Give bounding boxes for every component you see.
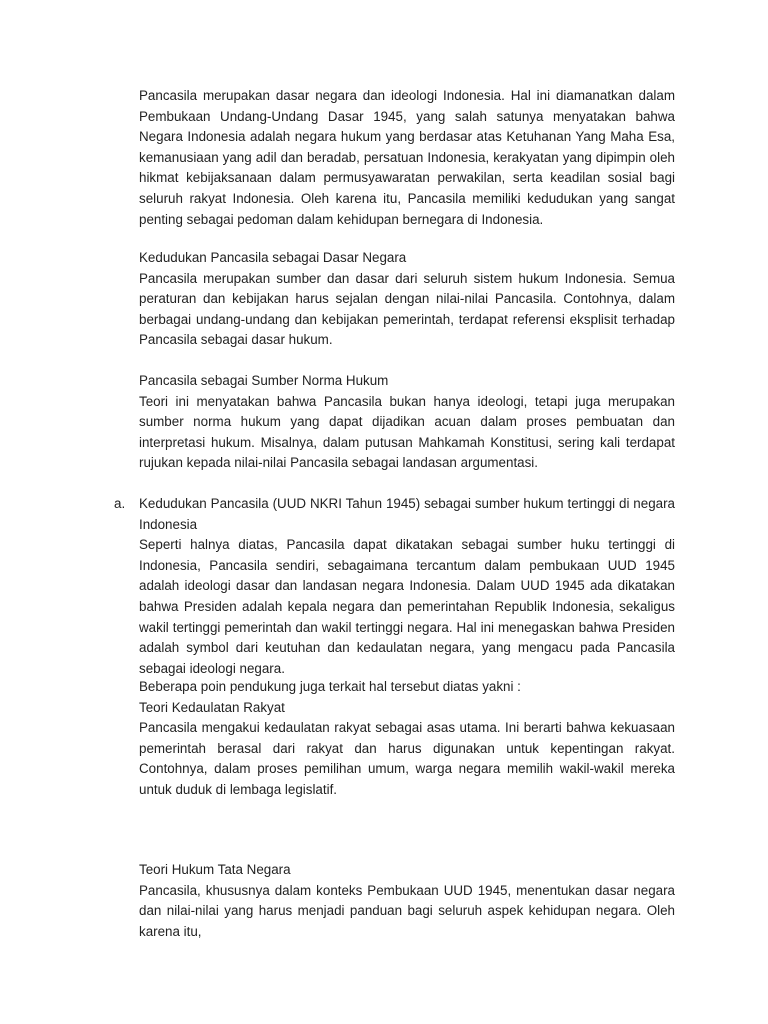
section-paragraph: Pancasila, khususnya dalam konteks Pembukaan UUD 1945, menentukan dasar negara dan nilai-nilai yang harus menjadi panduan bagi seluruh aspek kehidupan negara. Oleh karena itu, bbox=[139, 882, 675, 939]
section-heading: Teori Kedaulatan Rakyat bbox=[139, 699, 285, 715]
section-hukum-tata-negara bbox=[139, 860, 675, 942]
section-heading: Kedudukan Pancasila sebagai Dasar Negara bbox=[139, 250, 407, 265]
list-item-a bbox=[139, 494, 675, 679]
section-paragraph: Pancasila merupakan sumber dan dasar dari seluruh sistem hukum Indonesia. Semua peraturan dan kebijakan harus sejalan dengan nilai-nilai Pancasila. Contohnya, dalam berbagai undang-undang dan kebijakan pemerintah, terdapat referensi eksplisit terhadap Pancasila sebagai dasar hukum. bbox=[139, 270, 675, 348]
section-dasar-negara bbox=[139, 248, 675, 351]
list-marker: a. bbox=[114, 496, 126, 511]
section-sumber-norma bbox=[139, 371, 675, 474]
intro-paragraph-block bbox=[139, 86, 675, 230]
section-paragraph: Pancasila mengakui kedaulatan rakyat sebagai asas utama. Ini berarti bahwa kekuasaan pemerintah berasal dari rakyat dan harus digunakan untuk kepentingan rakyat. Contohnya, dalam proses pemilihan umum, warga negara memilih wakil-wakil mereka untuk duduk di lembaga legislatif. bbox=[139, 720, 675, 797]
section-paragraph: Teori ini menyatakan bahwa Pancasila bukan hanya ideologi, tetapi juga merupakan sumber norma hukum yang dapat dijadikan acuan dalam proses pembuatan dan interpretasi hukum. Misalnya, dalam putusan Mahkamah Konstitusi, sering kali terdapat rujukan kepada nilai-nilai Pancasila sebagai landasan argumentasi. bbox=[139, 393, 675, 471]
list-item-paragraph: Seperti halnya diatas, Pancasila dapat dikatakan sebagai sumber huku tertinggi di Indonesia, Pancasila sendiri, sebagaimana tercantum dalam pembukaan UUD 1945 adalah ideologi dasar dan landasan negara Indonesia. Dalam UUD 1945 ada dikatakan bahwa Presiden adalah kepala negara dan pemerintahan Republik Indonesia, sekaligus wakil tertinggi pemerintah dan wakil tertinggi negara. Hal ini menegaskan bahwa Presiden adalah symbol dari keutuhan dan kedaulatan negara, yang mengacu pada Pancasila sebagai ideologi negara. bbox=[139, 537, 675, 676]
intro-paragraph: Pancasila merupakan dasar negara dan ideologi Indonesia. Hal ini diamanatkan dalam Pembukaan Undang-Undang Dasar 1945, yang salah satunya menyatakan bahwa Negara Indonesia adalah negara hukum yang berdasar atas Ketuhanan Yang Maha Esa, kemanusiaan yang adil dan beradab, persatuan Indonesia, kerakyatan yang dipimpin oleh hikmat kebijaksanaan dalam permusyawaratan perwakilan, serta keadilan sosial bagi seluruh rakyat Indonesia. Oleh karena itu, Pancasila memiliki kedudukan yang sangat penting sebagai pedoman dalam kehidupan bernegara di Indonesia. bbox=[139, 88, 675, 227]
support-section bbox=[139, 677, 675, 801]
section-heading: Teori Hukum Tata Negara bbox=[139, 862, 291, 877]
support-intro: Beberapa poin pendukung juga terkait hal tersebut diatas yakni : bbox=[139, 679, 521, 694]
list-item-heading: Kedudukan Pancasila (UUD NKRI Tahun 1945) sebagai sumber hukum tertinggi di negara Indonesia bbox=[139, 496, 675, 532]
section-heading: Pancasila sebagai Sumber Norma Hukum bbox=[139, 373, 389, 388]
